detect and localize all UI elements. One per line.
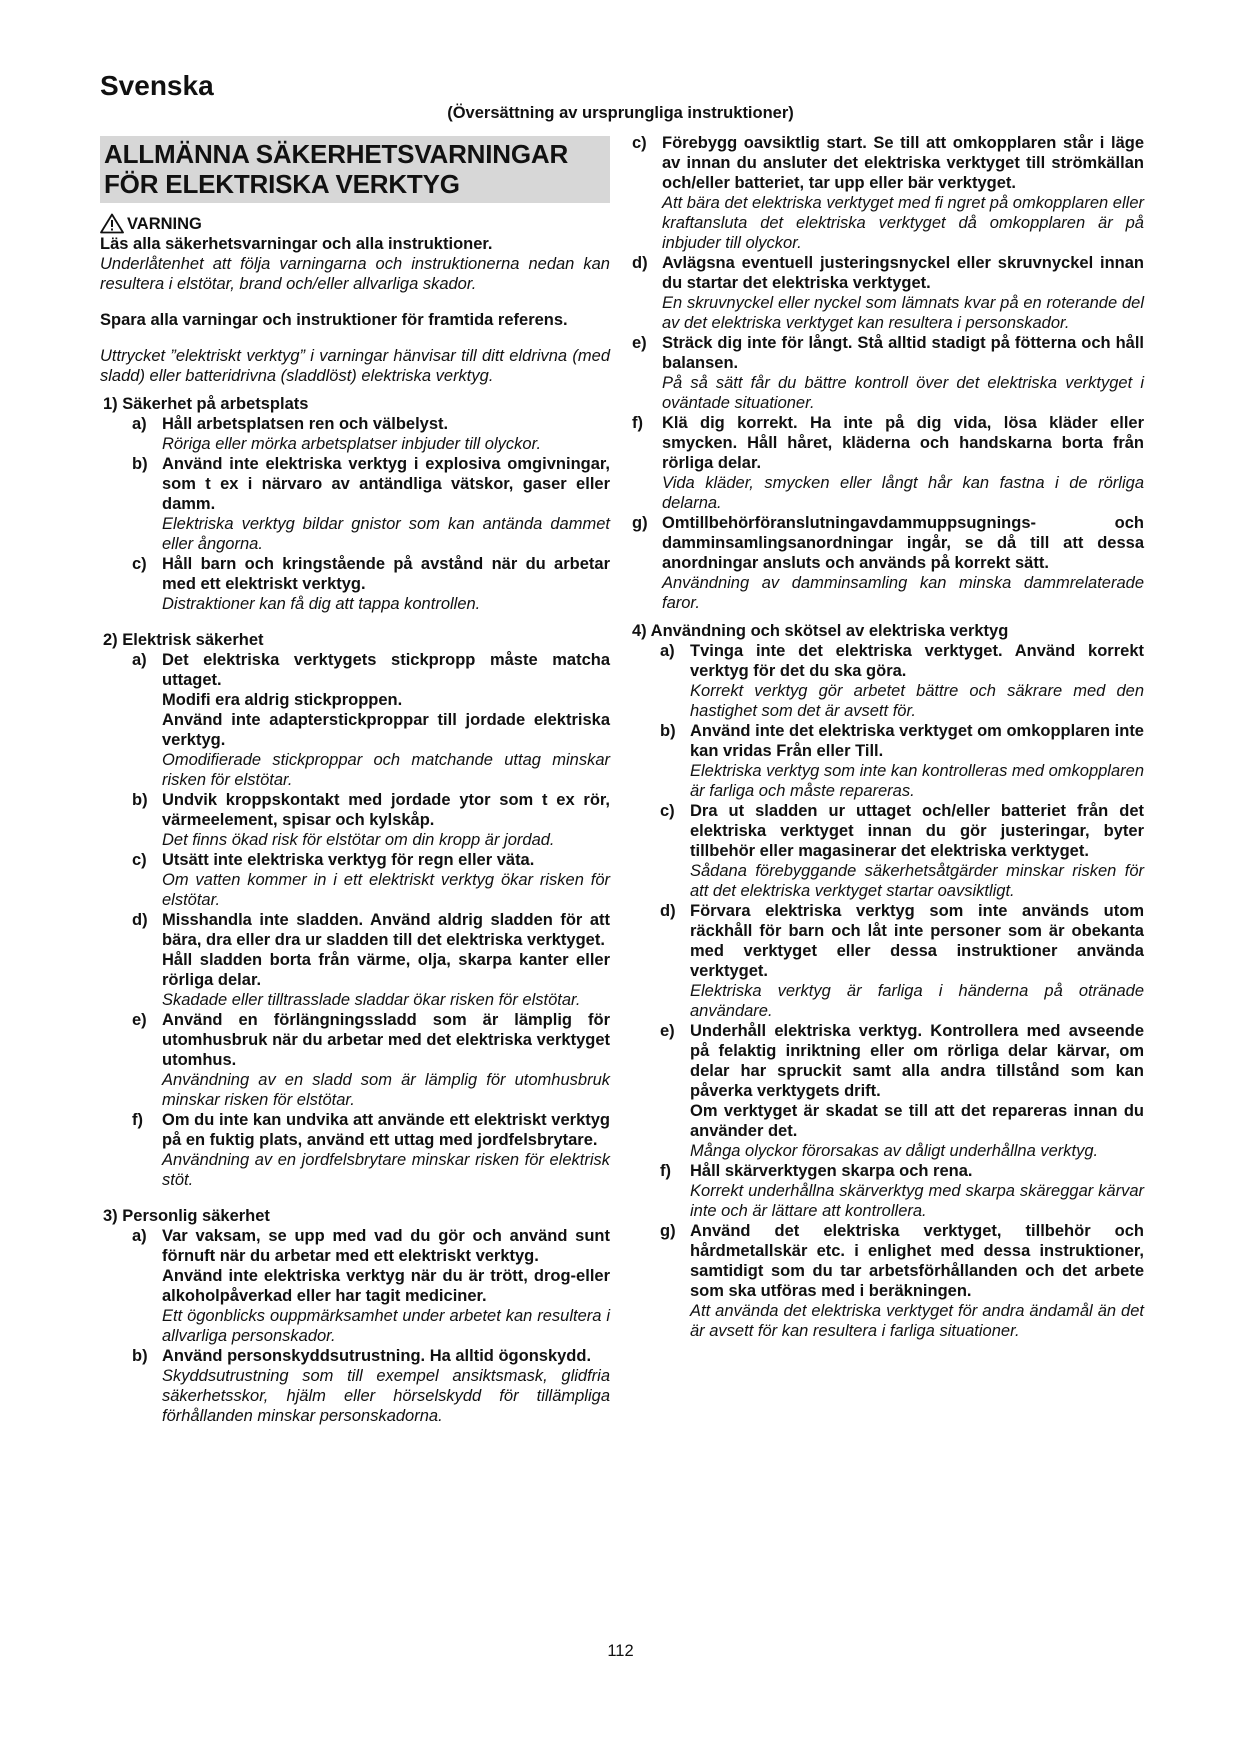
item-bold: Använd en förlängningssladd som är lämplig för utomhusbruk när du arbetar med det elektriska verktyget utomhus. <box>162 1011 610 1069</box>
item-bold: Om du inte kan undvika att använde ett elektriskt verktyg på en fuktig plats, använd ett uttag med jordfelsbrytare. <box>162 1111 610 1149</box>
section-heading <box>100 1206 610 1226</box>
list-item <box>100 414 610 454</box>
item-label: c) <box>660 802 675 820</box>
section-title: Personlig säkerhet <box>122 1207 270 1225</box>
list-item <box>632 641 1144 721</box>
item-label: c) <box>632 134 647 152</box>
item-label: f) <box>132 1111 143 1129</box>
item-bold: Klä dig korrekt. Ha inte på dig vida, lösa kläder eller smycken. Håll håret, kläderna och handskarna borta från rörliga delar. <box>662 414 1144 472</box>
item-bold: Använd inte det elektriska verktyget om omkopplaren inte kan vridas Från eller Till. <box>690 722 1144 760</box>
list-item <box>100 454 610 554</box>
item-label: b) <box>132 1347 148 1365</box>
item-label: g) <box>660 1222 676 1240</box>
keep-instructions: Spara alla varningar och instruktioner för framtida referens. <box>100 311 568 329</box>
list-item <box>632 901 1144 1021</box>
section-number: 3) <box>103 1207 118 1225</box>
list-item <box>632 333 1144 413</box>
item-bold: Omtillbehörföranslutningavdammuppsugnings- och damminsamlingsanordningar ingår, se då till att dessa anordningar ansluts och används på korrekt sätt. <box>662 514 1144 572</box>
warning-bold-text: Läs alla säkerhetsvarningar och alla instruktioner. <box>100 235 493 253</box>
item-note: Skadade eller tilltrasslade sladdar ökar risken för elstötar. <box>162 991 581 1009</box>
section-heading <box>100 630 610 650</box>
item-note: På så sätt får du bättre kontroll över det elektriska verktyget i oväntade situationer. <box>662 374 1144 412</box>
item-note: Att använda det elektriska verktyget för andra ändamål än det är avsett för kan resultera i farliga situationer. <box>690 1302 1144 1340</box>
item-bold: Håll skärverktygen skarpa och rena. <box>690 1162 973 1180</box>
list-item <box>632 253 1144 333</box>
section-title: Säkerhet på arbetsplats <box>122 395 309 413</box>
item-label: a) <box>132 415 147 433</box>
list-item <box>632 513 1144 613</box>
warning-heading <box>100 213 610 234</box>
item-bold: Håll barn och kringstående på avstånd när du arbetar med ett elektriskt verktyg. <box>162 555 610 593</box>
list-item <box>100 554 610 614</box>
list-item <box>100 1346 610 1426</box>
warning-italic-text: Underlåtenhet att följa varningarna och instruktionerna nedan kan resultera i elstötar, brand och/eller allvarliga skador. <box>100 255 610 293</box>
left-column <box>100 136 610 1426</box>
page-number: 112 <box>607 1642 634 1660</box>
section-heading <box>100 394 610 414</box>
list-item <box>100 850 610 910</box>
item-label: f) <box>660 1162 671 1180</box>
section-number: 2) <box>103 631 118 649</box>
page-title: ALLMÄNNA SÄKERHETSVARNINGAR FÖR ELEKTRISKA VERKTYG <box>100 136 610 203</box>
definition-text: Uttrycket ”elektriskt verktyg” i varningar hänvisar till ditt eldrivna (med sladd) eller batteridrivna (sladdlöst) elektriska verktyg. <box>100 347 610 385</box>
section-number: 1) <box>103 395 118 413</box>
item-note: Användning av damminsamling kan minska dammrelaterade faror. <box>662 574 1144 612</box>
section-number: 4) <box>632 622 647 640</box>
item-note: Distraktioner kan få dig att tappa kontrollen. <box>162 595 481 613</box>
item-label: c) <box>132 555 147 573</box>
translation-note: (Översättning av ursprungliga instruktioner) <box>447 104 794 122</box>
list-item <box>632 1221 1144 1341</box>
section-heading <box>632 621 1144 641</box>
section-title: Elektrisk säkerhet <box>122 631 264 649</box>
item-bold: Använd inte adapterstickproppar till jordade elektriska verktyg. <box>162 711 610 749</box>
warning-label: VARNING <box>127 214 202 233</box>
item-note: Korrekt verktyg gör arbetet bättre och säkrare med den hastighet som det är avsett för. <box>690 682 1144 720</box>
item-bold: Förvara elektriska verktyg som inte används utom räckhåll för barn och låt inte personer som är obekanta med verktyget eller dessa instruktioner använda verktyget. <box>690 902 1144 980</box>
item-note: Många olyckor förorsakas av dåligt underhållna verktyg. <box>690 1142 1099 1160</box>
item-label: d) <box>132 911 148 929</box>
list-item <box>100 1110 610 1190</box>
section-title: Användning och skötsel av elektriska verktyg <box>650 622 1009 640</box>
item-label: e) <box>660 1022 675 1040</box>
item-note: Om vatten kommer in i ett elektriskt verktyg ökar risken för elstötar. <box>162 871 610 909</box>
warning-triangle-icon <box>100 213 124 234</box>
item-bold: Modifi era aldrig stickproppen. <box>162 691 403 709</box>
item-bold: Det elektriska verktygets stickpropp måste matcha uttaget. <box>162 651 610 689</box>
item-bold: Utsätt inte elektriska verktyg för regn eller väta. <box>162 851 535 869</box>
item-label: g) <box>632 514 648 532</box>
item-note: Vida kläder, smycken eller långt hår kan fastna i de rörliga delarna. <box>662 474 1144 512</box>
item-note: Användning av en jordfelsbrytare minskar risken för elektrisk stöt. <box>162 1151 610 1189</box>
item-note: Korrekt underhållna skärverktyg med skarpa skäreggar kärvar inte och är lättare att kontrollera. <box>690 1182 1144 1220</box>
item-bold: Dra ut sladden ur uttaget och/eller batteriet från det elektriska verktyget innan du gör justeringar, byter tillbehör eller magasinerar det elektriska verktyget. <box>690 802 1144 860</box>
item-note: Sådana förebyggande säkerhetsåtgärder minskar risken för att det elektriska verktyget startar oavsiktligt. <box>690 862 1144 900</box>
item-label: e) <box>132 1011 147 1029</box>
item-label: f) <box>632 414 643 432</box>
item-note: Elektriska verktyg som inte kan kontrolleras med omkopplaren är farliga och måste repareras. <box>690 762 1144 800</box>
item-bold: Använd personskyddsutrustning. Ha alltid ögonskydd. <box>162 1347 592 1365</box>
list-item <box>632 801 1144 901</box>
list-item <box>100 1226 610 1346</box>
item-bold: Avlägsna eventuell justeringsnyckel eller skruvnyckel innan du startar det elektriska verktyget. <box>662 254 1144 292</box>
item-label: b) <box>132 455 148 473</box>
item-note: Användning av en sladd som är lämplig för utomhusbruk minskar risken för elstötar. <box>162 1071 610 1109</box>
item-note: Ett ögonblicks ouppmärksamhet under arbetet kan resultera i allvarliga personskador. <box>162 1307 610 1345</box>
list-item <box>632 413 1144 513</box>
item-bold: Förebygg oavsiktlig start. Se till att omkopplaren står i läge av innan du ansluter det elektriska verktyget till strömkällan och/eller batteriet, tar upp eller bär verktyget. <box>662 134 1144 192</box>
item-bold: Håll arbetsplatsen ren och välbelyst. <box>162 415 449 433</box>
item-bold: Tvinga inte det elektriska verktyget. Använd korrekt verktyg för det du ska göra. <box>690 642 1144 680</box>
item-bold: Var vaksam, se upp med vad du gör och använd sunt förnuft när du arbetar med ett elektriskt verktyg. <box>162 1227 610 1265</box>
item-note: Röriga eller mörka arbetsplatser inbjuder till olyckor. <box>162 435 542 453</box>
item-note: Att bära det elektriska verktyget med fi ngret på omkopplaren eller kraftansluta det elektriska verktyget då omkopplaren är på inbjuder till olyckor. <box>662 194 1144 252</box>
item-label: d) <box>632 254 648 272</box>
list-item <box>632 1161 1144 1221</box>
right-column <box>632 133 1144 1341</box>
item-note: Elektriska verktyg är farliga i händerna på otränade användare. <box>690 982 1144 1020</box>
list-item <box>632 1021 1144 1161</box>
item-label: b) <box>660 722 676 740</box>
list-item <box>632 721 1144 801</box>
list-item <box>100 1010 610 1110</box>
item-note: En skruvnyckel eller nyckel som lämnats kvar på en roterande del av det elektriska verktyget kan resultera i personskador. <box>662 294 1144 332</box>
list-item <box>100 650 610 790</box>
item-bold: Misshandla inte sladden. Använd aldrig sladden för att bära, dra eller dra ur sladden till det elektriska verktyget. <box>162 911 610 949</box>
item-bold: Undvik kroppskontakt med jordade ytor som t ex rör, värmeelement, spisar och kylskåp. <box>162 791 610 829</box>
item-label: e) <box>632 334 647 352</box>
list-item <box>632 133 1144 253</box>
item-bold: Om verktyget är skadat se till att det repareras innan du använder det. <box>690 1102 1144 1140</box>
item-label: a) <box>132 1227 147 1245</box>
item-bold: Använd det elektriska verktyget, tillbehör och hårdmetallskär etc. i enlighet med dessa instruktioner, samtidigt som du tar arbetsförhållanden och det arbete som ska utföras med i beräkningen. <box>690 1222 1144 1300</box>
item-bold: Använd inte elektriska verktyg i explosiva omgivningar, som t ex i närvaro av antändliga vätskor, gaser eller damm. <box>162 455 610 513</box>
item-bold: Använd inte elektriska verktyg när du är trött, drog-eller alkoholpåverkad eller har tagit mediciner. <box>162 1267 610 1305</box>
item-note: Det finns ökad risk för elstötar om din kropp är jordad. <box>162 831 555 849</box>
item-note: Elektriska verktyg bildar gnistor som kan antända dammet eller ångorna. <box>162 515 610 553</box>
item-label: a) <box>660 642 675 660</box>
language-heading: Svenska <box>100 70 214 101</box>
item-label: d) <box>660 902 676 920</box>
item-bold: Underhåll elektriska verktyg. Kontrollera med avseende på felaktig inriktning eller om rörliga delar kärvar, om delar har spruckit samt alla andra tillstånd som kan påverka verktygets drift. <box>690 1022 1144 1100</box>
item-bold: Håll sladden borta från värme, olja, skarpa kanter eller rörliga delar. <box>162 951 610 989</box>
item-label: c) <box>132 851 147 869</box>
item-label: b) <box>132 791 148 809</box>
item-label: a) <box>132 651 147 669</box>
item-bold: Sträck dig inte för långt. Stå alltid stadigt på fötterna och håll balansen. <box>662 334 1144 372</box>
list-item <box>100 910 610 1010</box>
item-note: Skyddsutrustning som till exempel ansiktsmask, glidfria säkerhetsskor, hjälm eller hörselskydd för tillämpliga förhållanden minskar personskadorna. <box>162 1367 610 1425</box>
list-item <box>100 790 610 850</box>
item-note: Omodifierade stickproppar och matchande uttag minskar risken för elstötar. <box>162 751 610 789</box>
